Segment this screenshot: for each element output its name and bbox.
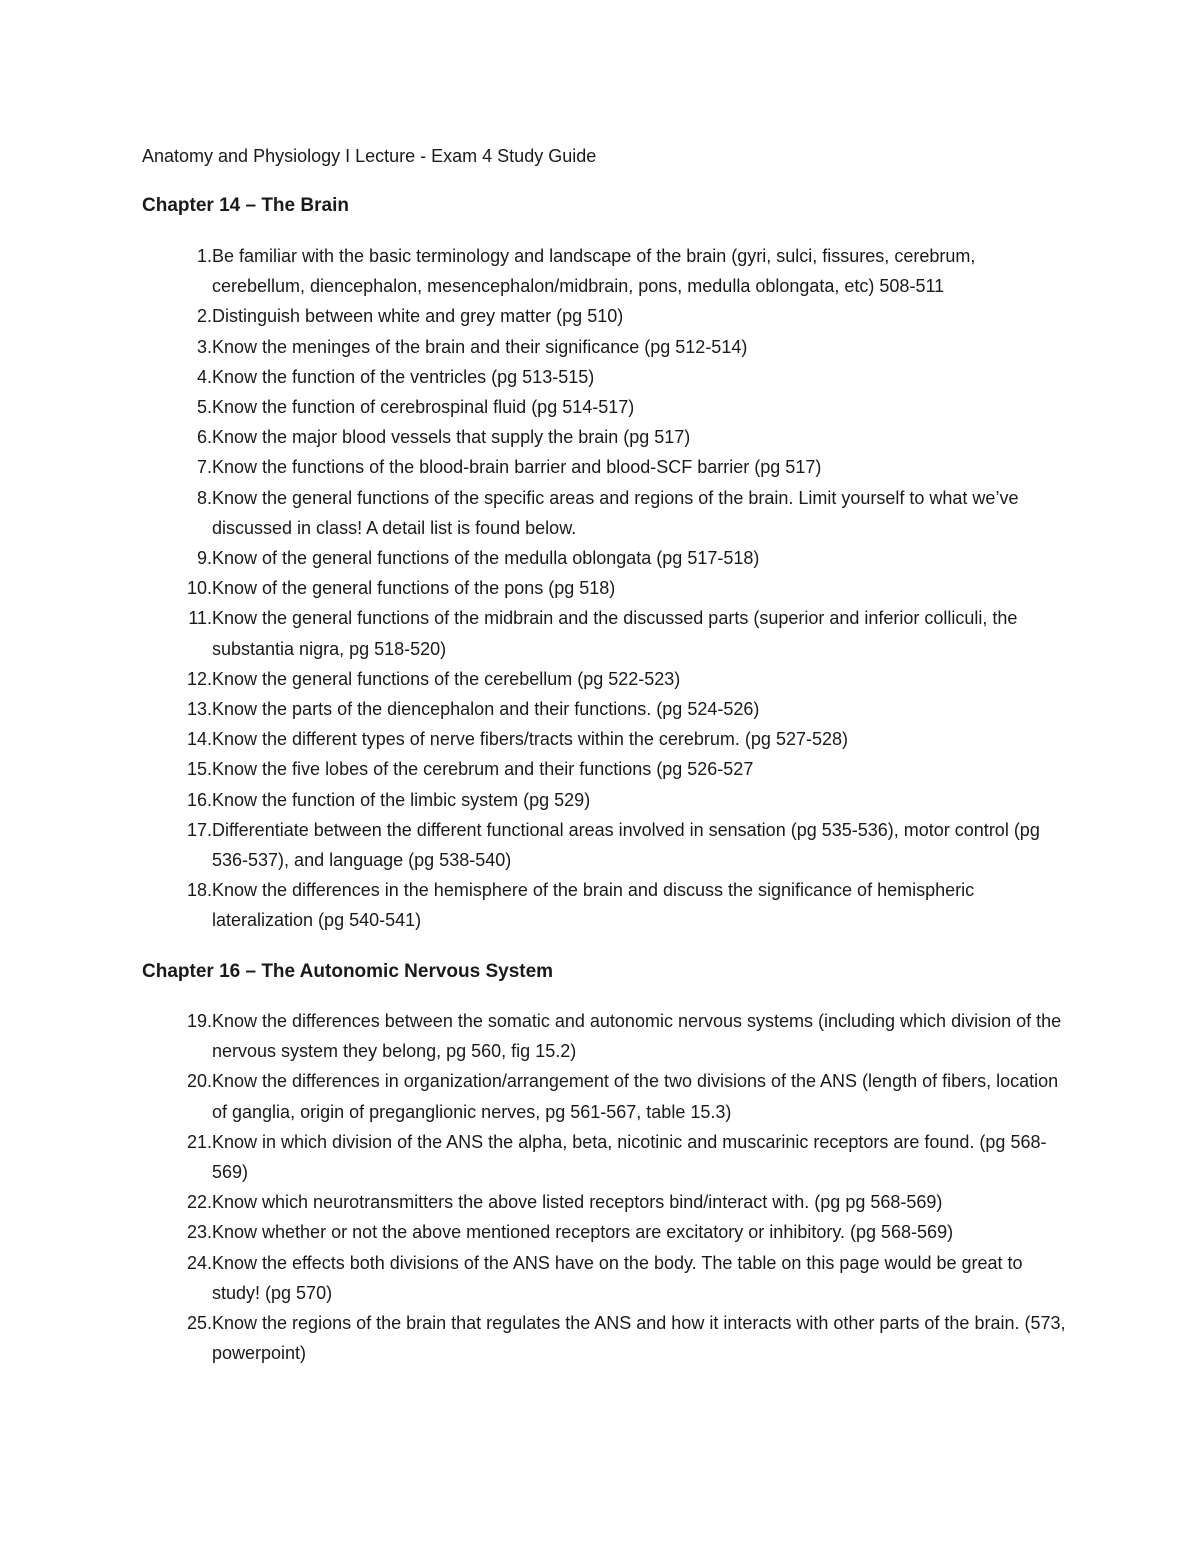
item-text: Know the functions of the blood-brain barrier and blood-SCF barrier (pg 517) [212,457,822,478]
item-text: Know the different types of nerve fibers/tracts within the cerebrum. (pg 527-528) [212,729,848,750]
item-text: Know the differences between the somatic and autonomic nervous systems (including which division of the nervous system they belong, pg 560, fig 15.2) [212,1011,1062,1062]
item-text: Know the effects both divisions of the ANS have on the body. The table on this page would be great to study! (pg 570) [212,1252,1023,1303]
item-number: 9. [196,548,212,569]
item-number: 21. [186,1131,212,1152]
document-title: Anatomy and Physiology I Lecture - Exam 4 Study Guide [142,146,597,166]
item-number: 10. [186,578,212,599]
list-item [142,301,1072,331]
chapter-14-list [142,241,1072,936]
item-number: 11. [188,608,212,629]
list-item [142,241,1072,301]
item-number: 16. [186,789,212,810]
list-item [142,1248,1072,1308]
list-item [142,573,1072,603]
item-number: 22. [186,1192,212,1213]
item-number: 8. [196,487,212,508]
list-item [142,543,1072,573]
item-number: 2. [196,306,212,327]
item-text: Know which neurotransmitters the above listed receptors bind/interact with. (pg pg 568-569) [212,1192,943,1213]
list-item [142,875,1072,935]
item-text: Know the general functions of the cerebellum (pg 522-523) [212,668,681,689]
item-number: 13. [186,699,212,720]
item-text: Know the five lobes of the cerebrum and their functions (pg 526-527 [212,759,754,780]
item-text: Know whether or not the above mentioned receptors are excitatory or inhibitory. (pg 568-569) [212,1222,954,1243]
list-item [142,332,1072,362]
list-item [142,1187,1072,1217]
item-number: 3. [196,336,212,357]
item-number: 17. [186,819,212,840]
list-item [142,664,1072,694]
list-item [142,754,1072,784]
item-text: Know of the general functions of the pons (pg 518) [212,578,616,599]
list-item [142,483,1072,543]
item-text: Know the function of the limbic system (pg 529) [212,789,591,810]
item-number: 23. [186,1222,212,1243]
list-item [142,1006,1072,1066]
item-text: Know the major blood vessels that supply the brain (pg 517) [212,427,691,448]
list-item [142,603,1072,663]
item-text: Know the differences in the hemisphere of the brain and discuss the significance of hemispheric lateralization (pg 540-541) [212,880,975,931]
item-text: Know of the general functions of the medulla oblongata (pg 517-518) [212,548,760,569]
chapter-16-list [142,1006,1072,1368]
list-item [142,815,1072,875]
item-number: 6. [196,427,212,448]
list-item [142,362,1072,392]
item-text: Know the differences in organization/arrangement of the two divisions of the ANS (length of fibers, location of ganglia, origin of preganglionic nerves, pg 561-567, table 15.3) [212,1071,1059,1122]
list-item [142,392,1072,422]
item-text: Know the general functions of the midbrain and the discussed parts (superior and inferior colliculi, the substantia nigra, pg 518-520) [212,608,1018,659]
list-item [142,785,1072,815]
item-text: Know the parts of the diencephalon and their functions. (pg 524-526) [212,699,760,720]
item-text: Know the function of the ventricles (pg 513-515) [212,366,595,387]
item-number: 5. [196,397,212,418]
item-number: 4. [196,366,212,387]
item-text: Know the function of cerebrospinal fluid (pg 514-517) [212,397,635,418]
list-item [142,1127,1072,1187]
list-item [142,1217,1072,1247]
item-number: 20. [186,1071,212,1092]
list-item [142,724,1072,754]
list-item [142,694,1072,724]
item-text: Know the general functions of the specific areas and regions of the brain. Limit yourself to what we’ve discussed in class! A detail list is found below. [212,487,1019,538]
item-number: 1. [196,246,212,266]
item-text: Know in which division of the ANS the alpha, beta, nicotinic and muscarinic receptors are found. (pg 568-569) [212,1131,1047,1183]
chapter-heading-14: Chapter 14 – The Brain [142,195,349,216]
list-item [142,422,1072,452]
item-number: 15. [186,759,212,780]
item-text: Distinguish between white and grey matter (pg 510) [212,306,624,327]
item-number: 24. [186,1252,212,1273]
item-text: Know the regions of the brain that regulates the ANS and how it interacts with other parts of the brain. (573, powerpoint) [212,1313,1066,1364]
item-text: Differentiate between the different functional areas involved in sensation (pg 535-536), motor control (pg 536-537), and language (pg 538-540) [212,819,1040,871]
item-number: 14. [186,729,212,750]
item-number: 7. [196,457,212,478]
item-number: 12. [186,668,212,689]
item-text: Know the meninges of the brain and their significance (pg 512-514) [212,336,748,357]
item-text: Be familiar with the basic terminology and landscape of the brain (gyri, sulci, fissures, cerebrum, cerebellum, diencephalon, mesencephalon/midbrain, pons, medulla oblongata, etc) 508-511 [212,246,976,297]
item-number: 19. [186,1011,212,1031]
item-number: 25. [186,1313,212,1334]
list-item [142,1308,1072,1368]
item-number: 18. [186,880,212,901]
chapter-heading-16: Chapter 16 – The Autonomic Nervous System [142,961,554,982]
list-item [142,1066,1072,1126]
list-item [142,452,1072,482]
